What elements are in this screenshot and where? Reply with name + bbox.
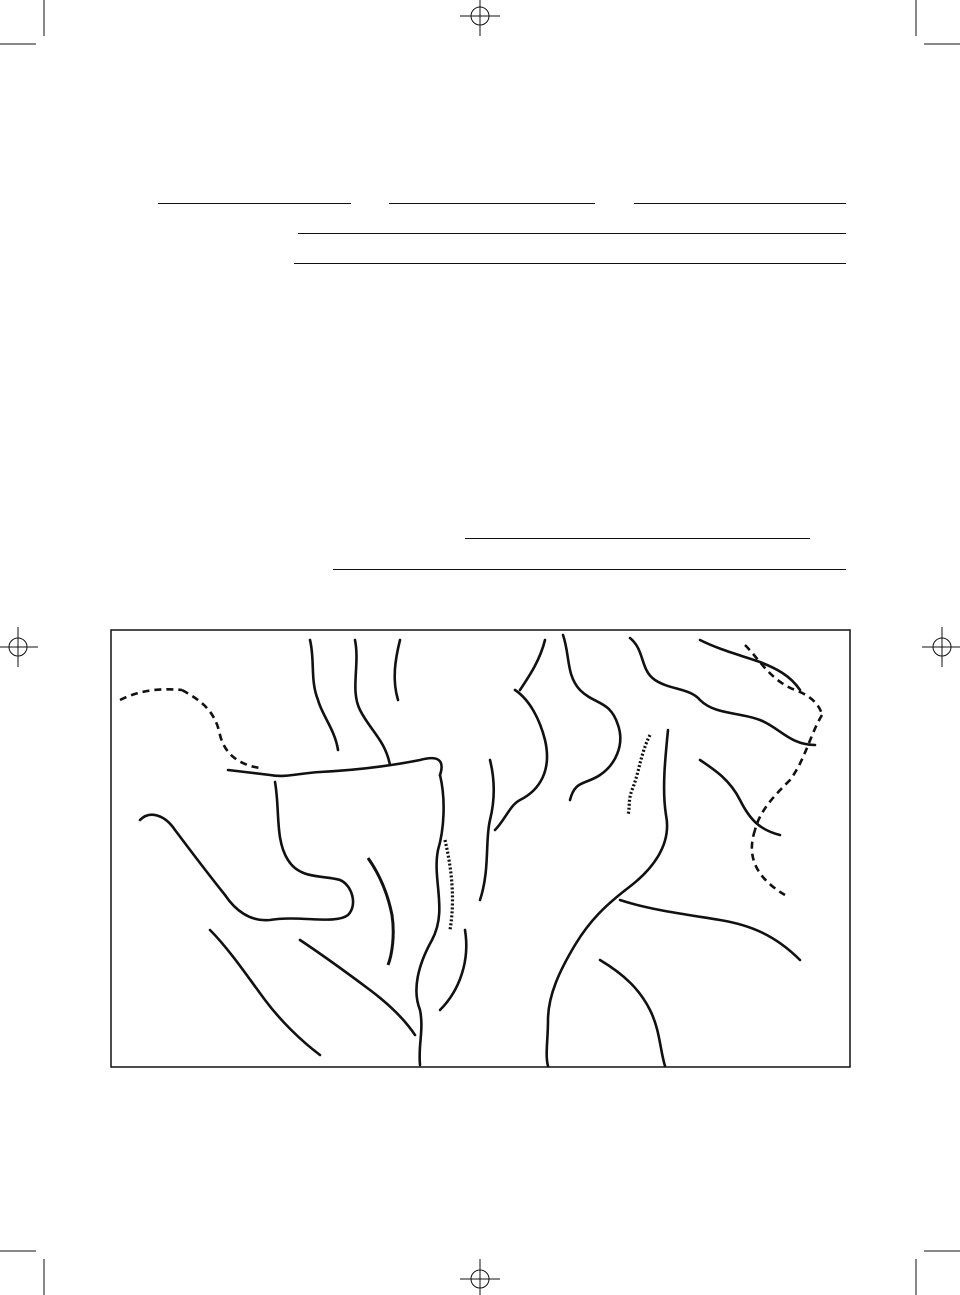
map-borders bbox=[120, 645, 822, 895]
lake-balaton bbox=[368, 858, 393, 965]
map-frame bbox=[111, 630, 850, 1067]
map-rivers bbox=[140, 635, 815, 1066]
